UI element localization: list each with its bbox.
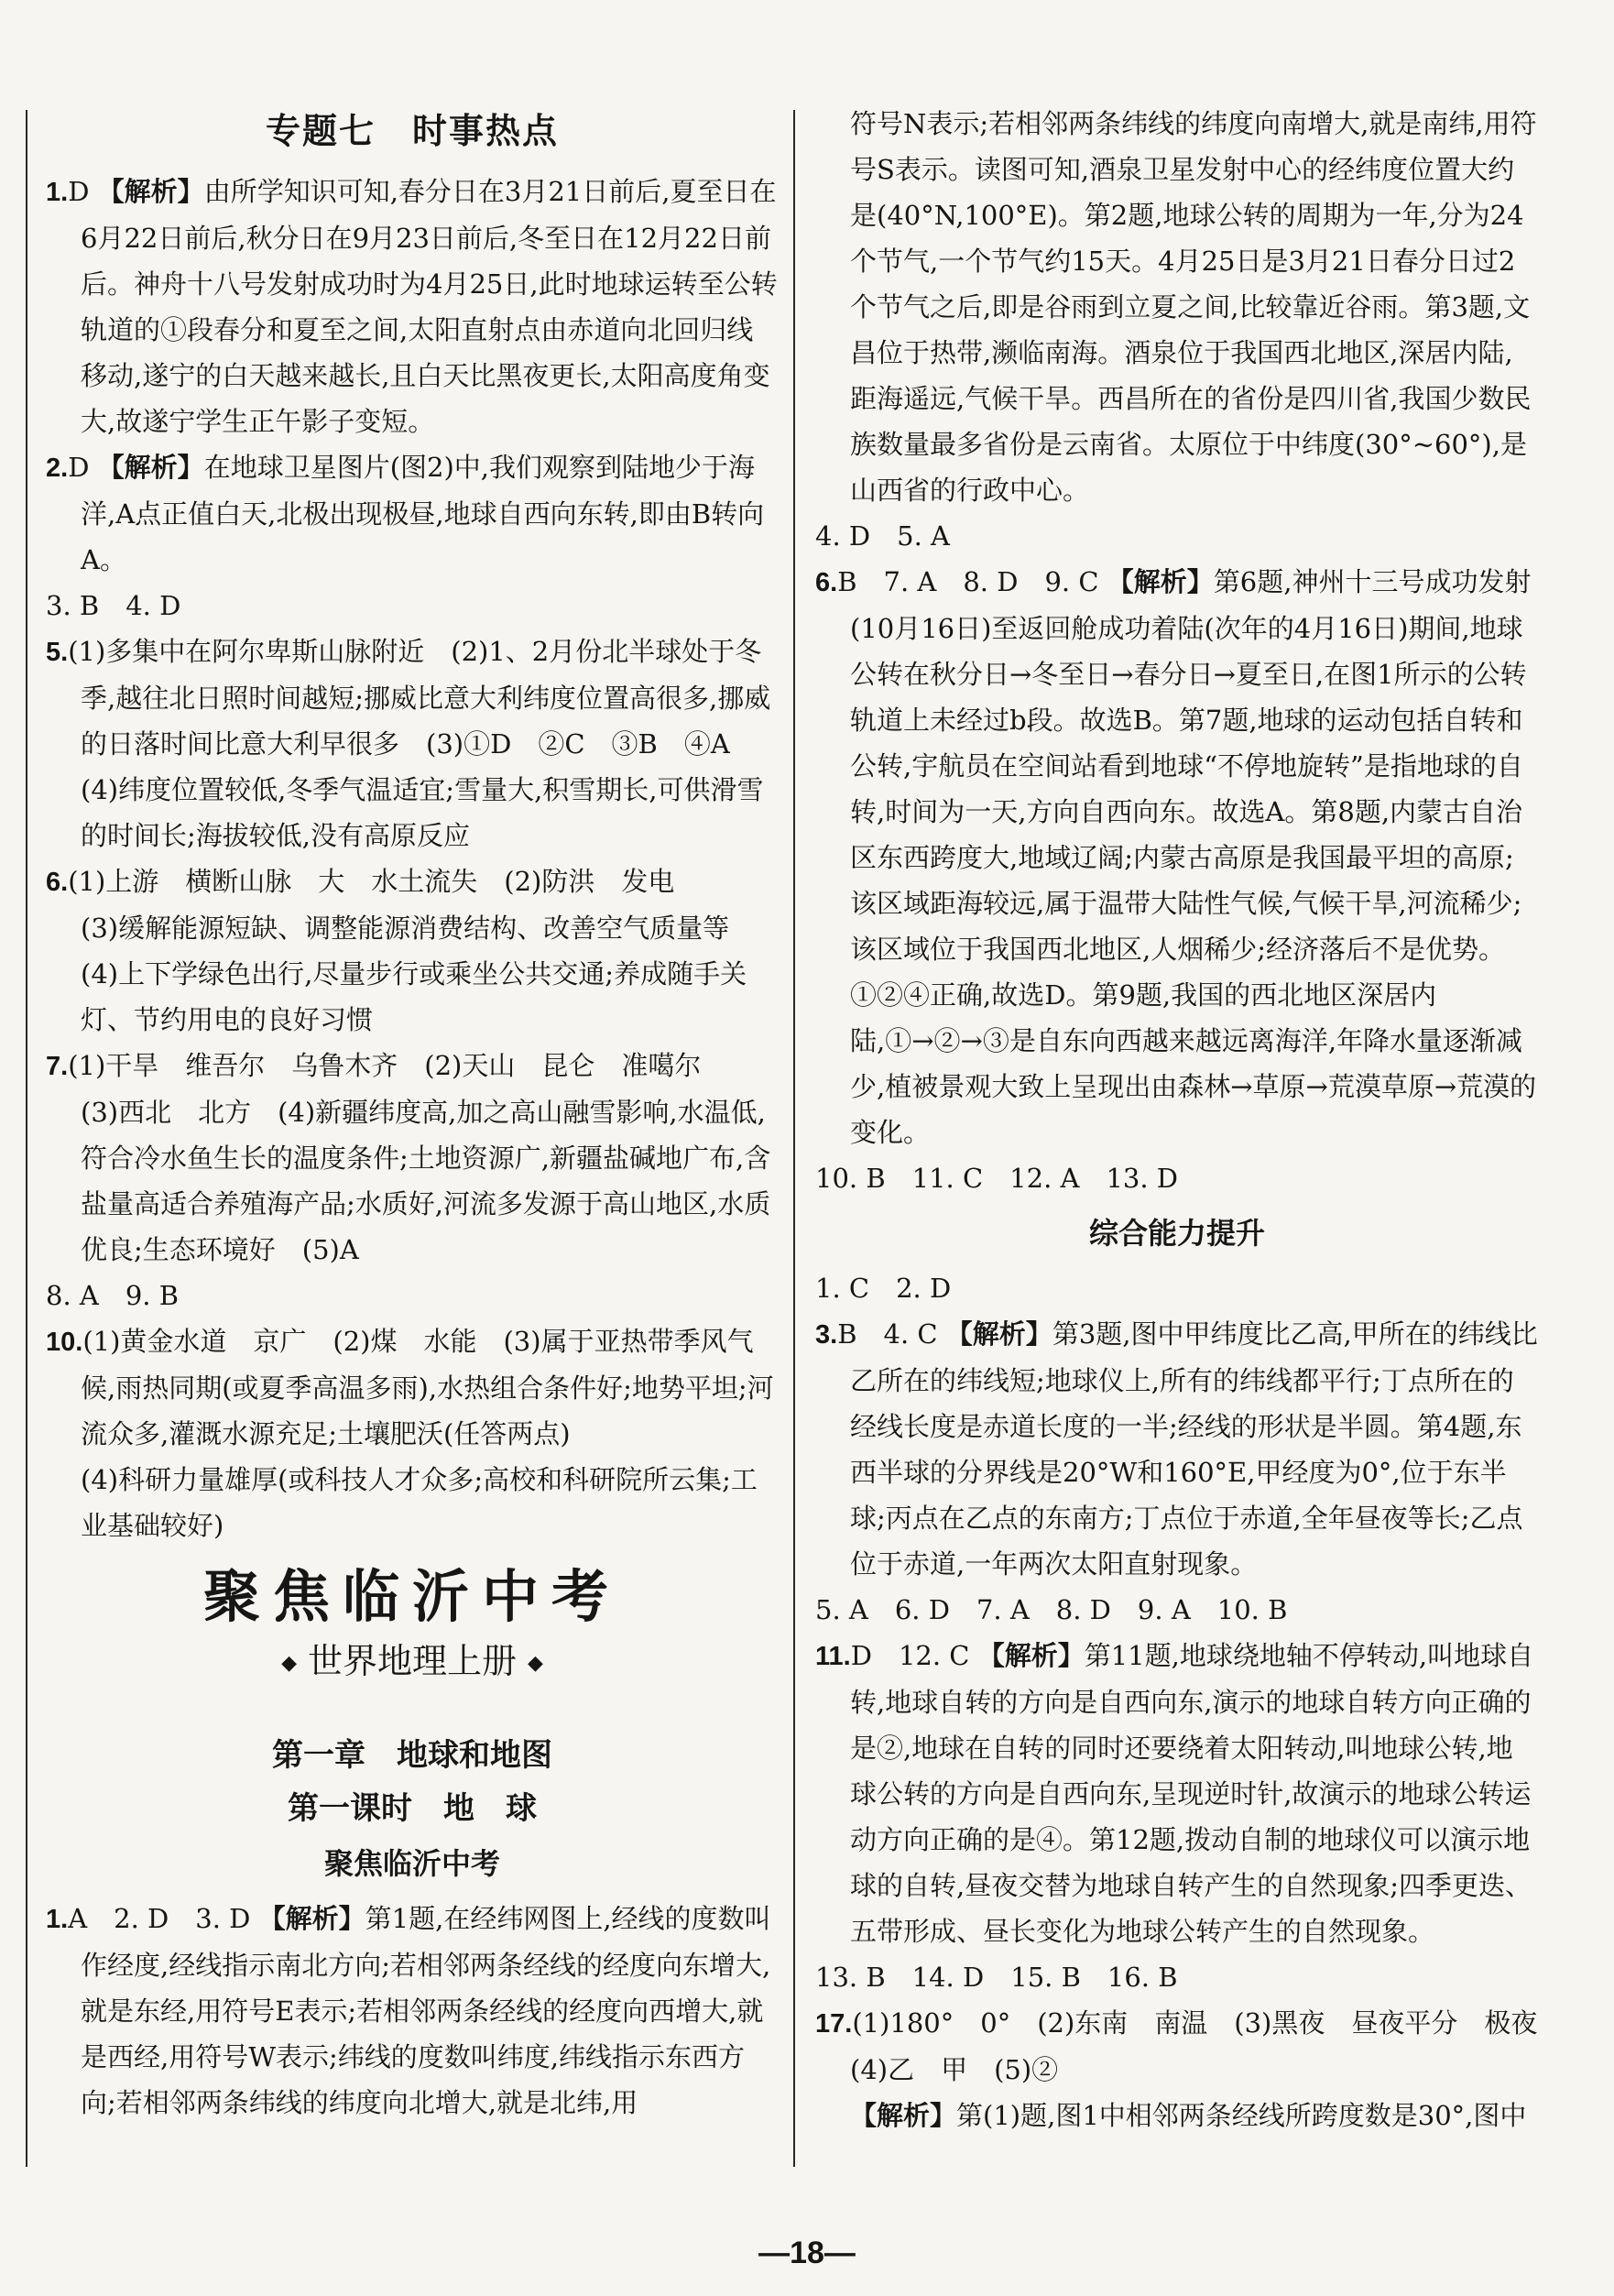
- page-number: —18—: [758, 2236, 856, 2270]
- part-title: ◆ 世界地理上册 ◆: [46, 1638, 779, 1687]
- diamond-icon: ◆: [281, 1651, 297, 1675]
- answer-q6-part: (3)缓解能源短缺、调整能源消费结构、改善空气质量等: [81, 913, 730, 944]
- answer-q1-3: 1.A 2. D 3. D 【解析】第1题,在经纬网图上,经线的度数叫作经度,经线指示南北方向;若相邻两条经线的经度向东增大,就是东经,用符号E表示;若相邻两条经线的经度向西增大,就是西经,用符号W表示;纬线的度数叫纬度,纬线指示东西方向;若相邻两条纬线的纬度向北增大,就是北纬,用: [46, 1902, 771, 2118]
- answer-q10-part: (4)科研力量雄厚(或科技人才众多;高校和科研院所云集;工业基础较好): [81, 1464, 758, 1541]
- answer-q5-part: (4)纬度位置较低,冬季气温适宜;雪量大,积雪期长,可供滑雪的时间长;海拔较低,没有高原反应: [81, 774, 764, 851]
- lesson-title: 第一课时 地 球: [288, 1789, 537, 1827]
- section-title: 专题七 时事热点: [265, 111, 559, 151]
- answer-q10-13: 10. B 11. C 12. A 13. D: [815, 1163, 1179, 1194]
- answer-q17-analysis: 【解析】第(1)题,图1中相邻两条经线所跨度数是30°,图中: [850, 2100, 1527, 2131]
- answer-q11-12: 11.D 12. C 【解析】第11题,地球绕地轴不停转动,叫地球自转,地球自转的方向是自西向东,演示的地球自转方向正确的是②,地球在自转的同时还要绕着太阳转动,叫地球公转,地球公转的方向是自西向东,呈现逆时针,故演示的地球公转运动方向正确的是④。第12题,拨动自制的地球仪可以演示地球的自转,昼夜交替为地球自转产生的自然现象;四季更迭、五带形成、昼长变化为地球公转产生的自然现象。: [815, 1640, 1534, 1947]
- answer-q10: 10.(1)黄金水道 京广 (2)煤 水能 (3)属于亚热带季风气候,雨热同期(或夏季高温多雨),水热组合条件好;地势平坦;河流众多,灌溉水源充足;土壤肥沃(任答两点): [46, 1326, 774, 1449]
- chapter-title: 第一章 地球和地图: [272, 1736, 552, 1774]
- answer-q4-5: 4. D 5. A: [815, 520, 950, 552]
- section-title-2: 综合能力提升: [1088, 1216, 1265, 1251]
- answer-q1-2: 1. C 2. D: [815, 1273, 952, 1304]
- answer-q3-4b: 3.B 4. C 【解析】第3题,图中甲纬度比乙高,甲所在的纬线比乙所在的纬线短;地球仪上,所有的纬线都平行;丁点所在的经线长度是赤道长度的一半;经线的形状是半圆。第4题,东西半球的分界线是20°W和160°E,甲经度为0°,位于东半球;丙点在乙点的东南方;丁点位于赤道,全年昼夜等长;乙点位于赤道,一年两次太阳直射现象。: [815, 1318, 1538, 1580]
- answer-q17-part: (4)乙 甲 (5)②: [850, 2054, 1059, 2085]
- answer-q3-4: 3. B 4. D: [46, 590, 181, 621]
- diamond-icon: ◆: [528, 1651, 543, 1675]
- left-column: [46, 101, 779, 2126]
- answer-q5: 5.(1)多集中在阿尔卑斯山脉附近 (2)1、2月份北半球处于冬季,越往北日照时间越短;挪威比意大利纬度位置高很多,挪威的日落时间比意大利早很多 (3)①D ②C ③B ④A: [46, 636, 771, 760]
- answer-q13-16: 13. B 14. D 15. B 16. B: [815, 1962, 1178, 1993]
- sub-section-title: 聚焦临沂中考: [323, 1845, 500, 1881]
- answer-q6: 6.(1)上游 横断山脉 大 水土流失 (2)防洪 发电: [46, 866, 675, 897]
- big-title: 聚焦临沂中考: [202, 1563, 621, 1630]
- answer-continuation: 符号N表示;若相邻两条纬线的纬度向南增大,就是南纬,用符号S表示。读图可知,酒泉卫星发射中心的经纬度位置大约是(40°N,100°E)。第2题,地球公转的周期为一年,分为24个节气,一个节气约15天。4月25日是3月21日春分日过2个节气之后,即是谷雨到立夏之间,比较靠近谷雨。第3题,文昌位于热带,濒临南海。酒泉位于我国西北地区,深居内陆,距海遥远,气候干旱。西昌所在的省份是四川省,我国少数民族数量最多省份是云南省。太原位于中纬度(30°~60°),是山西省的行政中心。: [850, 108, 1537, 506]
- answer-q2: 2.D 【解析】在地球卫星图片(图2)中,我们观察到陆地少于海洋,A点正值白天,北极出现极昼,地球自西向东转,即由B转向A。: [46, 452, 765, 575]
- answer-q7-part: (3)西北 北方 (4)新疆纬度高,加之高山融雪影响,水温低,符合冷水鱼生长的温度条件;土地资源广,新疆盐碱地广布,含盐量高适合养殖海产品;水质好,河流多发源于高山地区,水质优良;生态环境好 (5)A: [81, 1097, 771, 1265]
- answer-q7: 7.(1)干旱 维吾尔 乌鲁木齐 (2)天山 昆仑 准噶尔: [46, 1050, 702, 1081]
- answer-q6-part: (4)上下学绿色出行,尽量步行或乘坐公共交通;养成随手关灯、节约用电的良好习惯: [81, 958, 747, 1035]
- answer-q8-9: 8. A 9. B: [46, 1280, 180, 1311]
- answer-q6-9: 6.B 7. A 8. D 9. C 【解析】第6题,神州十三号成功发射(10月16日)至返回舱成功着陆(次年的4月16日)期间,地球公转在秋分日→冬至日→春分日→夏至日,在图1所示的公转轨道上未经过b段。故选B。第7题,地球的运动包括自转和公转,宇航员在空间站看到地球“不停地旋转”是指地球的自转,时间为一天,方向自西向东。故选A。第8题,内蒙古自治区东西跨度大,地域辽阔;内蒙古高原是我国最平坦的高原;该区域距海较远,属于温带大陆性气候,气候干旱,河流稀少;该区域位于我国西北地区,人烟稀少;经济落后不是优势。①②④正确,故选D。第9题,我国的西北地区深居内陆,①→②→③是自东向西越来越远离海洋,年降水量逐渐减少,植被景观大致上呈现出由森林→草原→荒漠草原→荒漠的变化。: [815, 566, 1537, 1148]
- column-divider: [793, 110, 795, 2167]
- left-border-line: [26, 110, 27, 2167]
- answer-q1: 1.D 【解析】由所学知识可知,春分日在3月21日前后,夏至日在6月22日前后,秋分日在9月23日前后,冬至日在12月22日前后。神舟十八号发射成功时为4月25日,此时地球运转至公转轨道的①段春分和夏至之间,太阳直射点由赤道向北回归线移动,遂宁的白天越来越长,且白天比黑夜更长,太阳高度角变大,故遂宁学生正午影子变短。: [46, 176, 778, 437]
- answer-q5-10: 5. A 6. D 7. A 8. D 9. A 10. B: [815, 1594, 1288, 1625]
- answer-q17: 17.(1)180° 0° (2)东南 南温 (3)黑夜 昼夜平分 极夜: [815, 2007, 1538, 2039]
- right-column: [815, 101, 1539, 2138]
